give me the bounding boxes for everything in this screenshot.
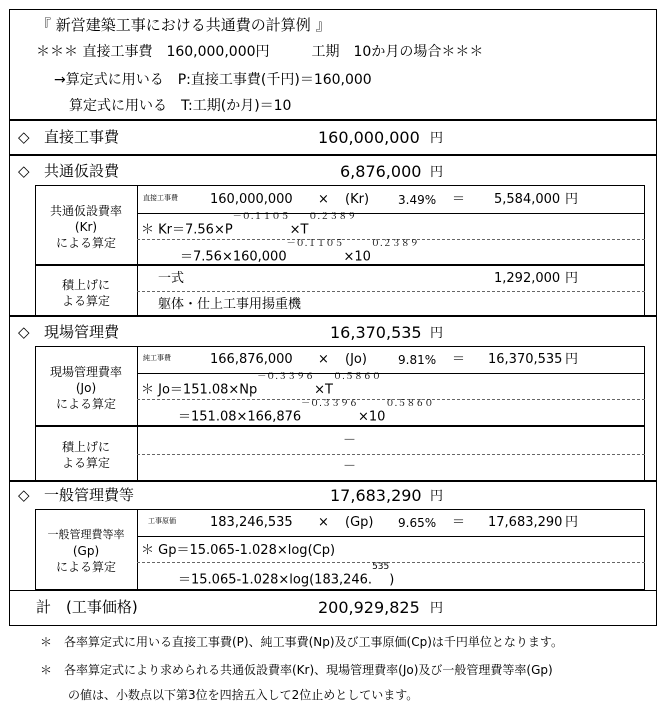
ippan-formula-2: ＝15.065-1.028×log(183,246.$^{535}$) [178,562,395,588]
genba-rate-label-3: による算定 [55,397,116,411]
genba-add-dash-2: － [343,459,357,474]
ippan-unit: 円 [430,489,444,504]
kyotsu-add-unit: 円 [565,271,579,286]
genba-formula-1: ＊ $Jo=151.08\times Np^{-0.3396}\times T^{0.5860}$ [141,372,381,398]
kyotsu-add-amount: 1,292,000 [494,271,561,286]
note-p: →算定式に用いる P:直接工事費(千円)＝160,000 [54,72,372,88]
ippan-calc-eq: ＝ [452,515,466,530]
condition-line: ＊＊＊ 直接工事費 160,000,000円 工期 10か月の場合＊＊＊ [36,44,484,60]
ippan-calc-unit: 円 [565,515,579,530]
ippan-formula-1: ＊ Gp＝15.065-1.028×log(Cp) [141,543,336,558]
genba-add-label-2: よる算定 [61,456,110,470]
genba-formula-2: $=151.08\times 166,876^{-0.3396}\times 10^{0.5860}$ [178,399,434,425]
ippan-calc-symbol: (Gp) [345,515,374,530]
kyotsu-unit: 円 [430,165,444,180]
ippan-rate-label-1: 一般管理費等率 [47,528,125,541]
kyotsu-calc-rate: 3.49% [398,193,437,207]
diamond-icon: ◇ [18,323,30,341]
genba-calc-rate: 9.81% [398,353,437,367]
ippan-calc-small: 工事原価 [148,517,176,525]
ippan-rate-label-3: による算定 [55,560,116,574]
kyotsu-formula-2: $=7.56\times 160,000^{-0.1105}\times 10^{0.2389}$ [180,239,419,265]
genba-amount: 16,370,535 [330,323,422,342]
note-t: 算定式に用いる T:工期(か月)＝10 [69,98,292,114]
footnote-2: ＊ 各率算定式により求められる共通仮設費率(Kr)、現場管理費率(Jo)及び一般管理費等率(Gp) [40,663,553,677]
direct-unit: 円 [430,131,444,146]
kyotsu-calc-times: × [318,192,329,207]
kyotsu-amount: 6,876,000 [340,162,422,181]
genba-calc-result: 16,370,535 [488,352,563,367]
ippan-calc-base: 183,246,535 [210,515,293,530]
kyotsu-rate-label-3: による算定 [55,236,116,250]
total-amount: 200,929,825 [318,598,420,617]
kyotsu-add-label-1: 積上げに [61,278,110,292]
kyotsu-calc-result: 5,584,000 [494,192,561,207]
diamond-icon: ◇ [18,486,30,504]
ippan-calc-rate: 9.65% [398,516,437,530]
ippan-calc-times: × [318,515,329,530]
footnote-1: ＊ 各率算定式に用いる直接工事費(P)、純工事費(Np)及び工事原価(Cp)は千円単位となります。 [40,635,563,649]
ippan-amount: 17,683,290 [330,486,422,505]
kyotsu-label: 共通仮設費 [44,162,120,180]
kyotsu-formula-1: ＊ $Kr=7.56\times P^{-0.1105}\times T^{0.2389}$ [141,212,357,238]
genba-calc-unit: 円 [565,352,579,367]
kyotsu-calc-unit: 円 [565,192,579,207]
genba-calc-base: 166,876,000 [210,352,293,367]
ippan-calc-result: 17,683,290 [488,515,563,530]
genba-calc-times: × [318,352,329,367]
diamond-icon: ◇ [18,128,30,146]
direct-label: 直接工事費 [44,128,120,146]
kyotsu-add-item: 一式 [158,271,185,286]
genba-label: 現場管理費 [44,323,120,341]
total-unit: 円 [430,601,444,616]
genba-rate-label-2: (Jo) [75,381,97,395]
kyotsu-add-desc: 躯体・仕上工事用揚重機 [158,297,302,312]
ippan-label: 一般管理費等 [44,486,135,504]
genba-add-dash-1: － [343,433,357,448]
kyotsu-calc-small: 直接工事費 [143,194,178,202]
genba-calc-small: 純工事費 [143,354,171,362]
kyotsu-calc-base: 160,000,000 [210,192,293,207]
diamond-icon: ◇ [18,162,30,180]
kyotsu-rate-label-2: (Kr) [74,220,98,234]
footnote-3: の値は、小数点以下第3位を四捨五入して2位止めとしています。 [68,688,419,702]
ippan-rate-label-2: (Gp) [72,544,100,558]
genba-calc-symbol: (Jo) [345,352,367,367]
genba-add-label-1: 積上げに [61,440,110,454]
genba-calc-eq: ＝ [452,352,466,367]
kyotsu-calc-eq: ＝ [452,192,466,207]
genba-rate-label-1: 現場管理費率 [49,365,122,379]
kyotsu-rate-label-1: 共通仮設費率 [49,204,122,218]
direct-amount: 160,000,000 [318,128,420,147]
genba-unit: 円 [430,326,444,341]
page-title: 『 新営建築工事における共通費の計算例 』 [36,16,331,34]
total-label: 計 (工事価格) [36,598,138,616]
kyotsu-calc-symbol: (Kr) [345,192,370,207]
kyotsu-add-label-2: よる算定 [61,294,110,308]
